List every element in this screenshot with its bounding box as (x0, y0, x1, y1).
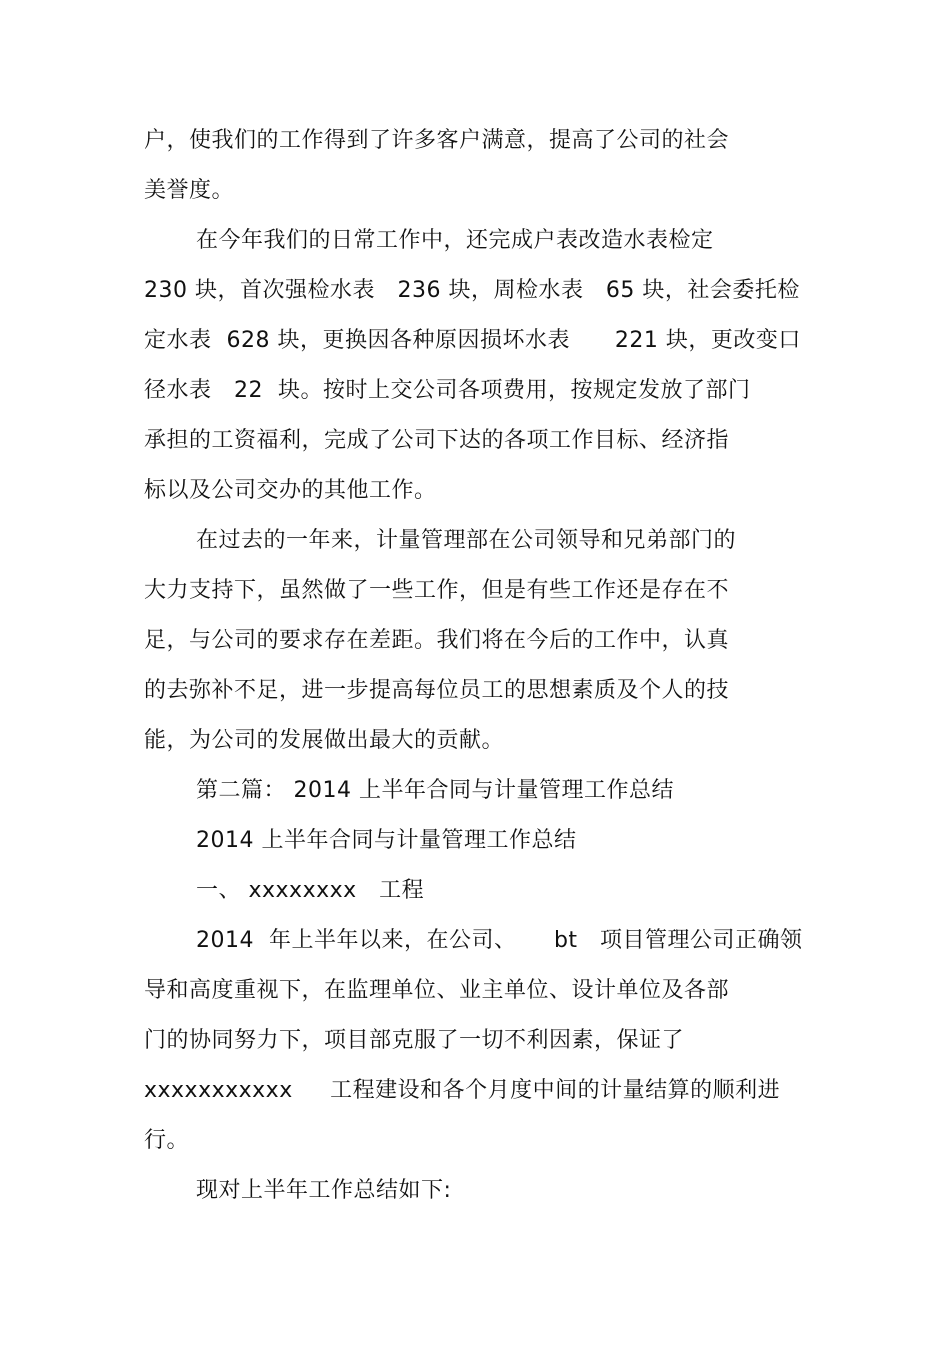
text-line: 230 块，首次强检水表 236 块，周检水表 65 块，社会委托检 (144, 278, 800, 303)
text-line: xxxxxxxxxxx 工程建设和各个月度中间的计量结算的顺利进 (144, 1078, 781, 1103)
text-line: 导和高度重视下，在监理单位、业主单位、设计单位及各部 (144, 978, 730, 1003)
text-line: 现对上半年工作总结如下: (196, 1178, 452, 1203)
section-heading: 第二篇： 2014 上半年合同与计量管理工作总结 (196, 778, 674, 803)
subsection-heading: 一、 xxxxxxxx 工程 (196, 878, 425, 903)
text-line: 美誉度。 (144, 178, 235, 203)
text-line: 2014 年上半年以来，在公司、 bt 项目管理公司正确领 (196, 928, 803, 953)
text-line: 在今年我们的日常工作中，还完成户表改造水表检定 (196, 228, 714, 253)
text-line: 承担的工资福利，完成了公司下达的各项工作目标、经济指 (144, 428, 730, 453)
text-line: 在过去的一年来，计量管理部在公司领导和兄弟部门的 (196, 528, 737, 553)
text-line: 径水表 22 块。按时上交公司各项费用，按规定发放了部门 (144, 378, 751, 403)
text-line: 定水表 628 块，更换因各种原因损坏水表 221 块，更改变口 (144, 328, 801, 353)
text-line: 大力支持下，虽然做了一些工作，但是有些工作还是存在不 (144, 578, 730, 603)
text-line: 户，使我们的工作得到了许多客户满意，提高了公司的社会 (144, 128, 730, 153)
text-line: 门的协同努力下，项目部克服了一切不利因素，保证了 (144, 1028, 685, 1053)
text-line: 能，为公司的发展做出最大的贡献。 (144, 728, 505, 753)
text-line: 的去弥补不足，进一步提高每位员工的思想素质及个人的技 (144, 678, 730, 703)
text-line: 标以及公司交办的其他工作。 (144, 478, 437, 503)
text-line: 行。 (144, 1128, 190, 1153)
text-line: 足，与公司的要求存在差距。我们将在今后的工作中，认真 (144, 628, 730, 653)
section-title: 2014 上半年合同与计量管理工作总结 (196, 828, 577, 853)
